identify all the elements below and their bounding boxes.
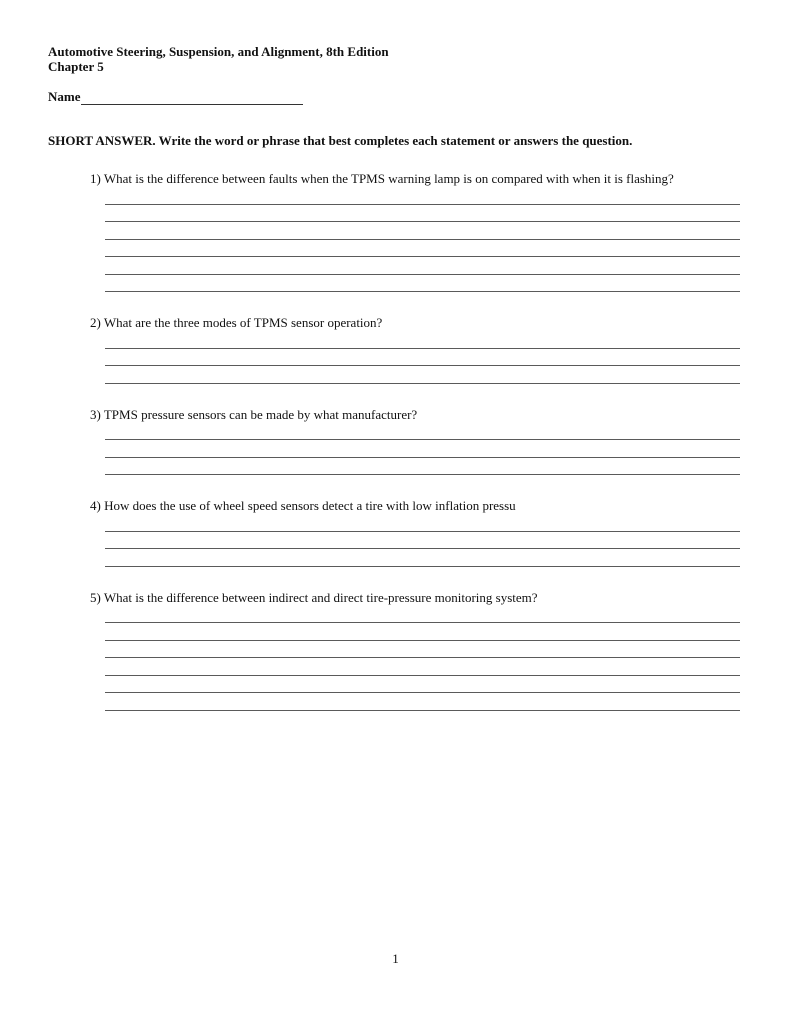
question-number: 4) [90, 498, 101, 513]
page-number: 1 [392, 951, 399, 966]
question-block [90, 315, 740, 384]
question-text [90, 315, 740, 330]
answer-lines [105, 423, 740, 476]
answer-lines [105, 514, 740, 567]
question-text [90, 498, 740, 513]
answer-lines [105, 187, 740, 292]
answer-line [105, 423, 740, 441]
answer-line [105, 275, 740, 293]
answer-line [105, 641, 740, 659]
answer-line [105, 331, 740, 349]
question-body: What are the three modes of TPMS sensor operation? [103, 315, 383, 330]
question-block [90, 498, 740, 567]
answer-line [105, 532, 740, 550]
question-number: 5) [90, 589, 101, 605]
answer-line [105, 606, 740, 624]
section-heading: SHORT ANSWER. Write the word or phrase that best completes each statement or answers the question. [48, 133, 633, 148]
answer-line [105, 623, 740, 641]
question-number: 1) [90, 171, 101, 186]
question-text [90, 171, 740, 186]
answer-line [105, 240, 740, 258]
question-list [90, 171, 740, 711]
answer-line [105, 187, 740, 205]
answer-line [105, 440, 740, 458]
question-block [90, 590, 740, 711]
answer-line [105, 676, 740, 694]
answer-line [105, 514, 740, 532]
question-number: 3) [90, 406, 101, 422]
answer-line [105, 257, 740, 275]
answer-line [105, 549, 740, 567]
answer-lines [105, 606, 740, 711]
question-block [90, 171, 740, 292]
chapter-label: Chapter 5 [48, 59, 104, 74]
answer-lines [105, 331, 740, 384]
question-body: What is the difference between indirect and direct tire-pressure monitoring system? [103, 589, 538, 605]
answer-line [105, 349, 740, 367]
answer-line [105, 658, 740, 676]
answer-line [105, 458, 740, 476]
question-number: 2) [90, 315, 101, 330]
question-body: How does the use of wheel speed sensors detect a tire with low inflation pressu [104, 498, 516, 513]
question-body: What is the difference between faults when the TPMS warning lamp is on compared with when it is flashing? [103, 171, 674, 186]
answer-line [105, 205, 740, 223]
question-text [90, 407, 740, 422]
answer-line [105, 693, 740, 711]
answer-line [105, 222, 740, 240]
question-block [90, 407, 740, 476]
question-text [90, 590, 740, 605]
name-label: Name [48, 89, 81, 104]
document-header [48, 44, 740, 74]
answer-line [105, 366, 740, 384]
name-blank-line [81, 90, 303, 105]
question-body: TPMS pressure sensors can be made by what manufacturer? [103, 406, 418, 422]
name-row [48, 89, 740, 106]
document-title: Automotive Steering, Suspension, and Alignment, 8th Edition [48, 44, 389, 59]
